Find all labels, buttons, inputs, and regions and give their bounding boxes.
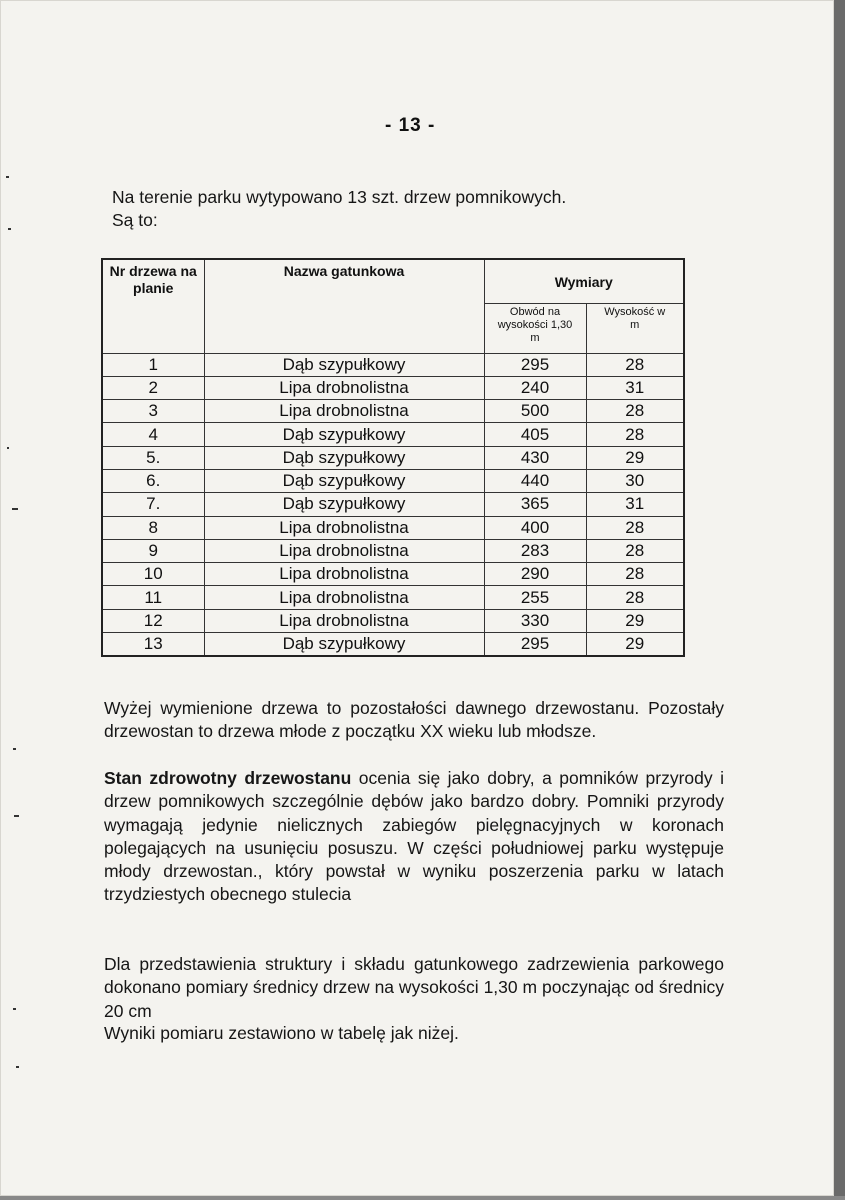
cell-nr: 7. [102, 493, 204, 516]
cell-height: 29 [586, 446, 684, 469]
health-text: ocenia się jako dobry, a pomników przyrody i drzew pomnikowych szczególnie dębów jako bardzo dobry. Pomniki przyrody wymagają jedynie nielicznych zabiegów pielęgnacyjnych w koronach polegających na usunięciu posuszu. W części południowej parku występuje młody drzewostan., który powstał w wyniku poszerzenia parku w latach trzydziestych obecnego stulecia [104, 768, 724, 905]
cell-nr: 1 [102, 353, 204, 376]
cell-height: 28 [586, 539, 684, 562]
cell-height: 28 [586, 400, 684, 423]
cell-height: 28 [586, 586, 684, 609]
cell-nr: 6. [102, 469, 204, 492]
cell-name: Dąb szypułkowy [204, 493, 484, 516]
cell-girth: 400 [484, 516, 586, 539]
cell-nr: 10 [102, 563, 204, 586]
cell-height: 31 [586, 376, 684, 399]
cell-name: Lipa drobnolistna [204, 516, 484, 539]
table-row [102, 539, 684, 562]
scan-speck [8, 228, 11, 230]
cell-name: Dąb szypułkowy [204, 423, 484, 446]
table-row [102, 516, 684, 539]
cell-height: 28 [586, 563, 684, 586]
cell-girth: 430 [484, 446, 586, 469]
scan-speck [12, 508, 18, 510]
cell-girth: 330 [484, 609, 586, 632]
cell-name: Dąb szypułkowy [204, 469, 484, 492]
table-row [102, 633, 684, 657]
table-row [102, 376, 684, 399]
cell-girth: 290 [484, 563, 586, 586]
page-number: - 13 - [385, 115, 436, 136]
cell-nr: 9 [102, 539, 204, 562]
header-tree-number: Nr drzewa na planie [102, 259, 204, 353]
intro-line: Na terenie parku wytypowano 13 szt. drzew pomnikowych. [112, 187, 567, 207]
cell-nr: 13 [102, 633, 204, 657]
cell-nr: 2 [102, 376, 204, 399]
cell-height: 31 [586, 493, 684, 516]
scan-speck [7, 447, 9, 449]
cell-girth: 405 [484, 423, 586, 446]
cell-name: Lipa drobnolistna [204, 563, 484, 586]
cell-nr: 4 [102, 423, 204, 446]
cell-name: Lipa drobnolistna [204, 376, 484, 399]
cell-girth: 365 [484, 493, 586, 516]
cell-girth: 295 [484, 633, 586, 657]
cell-name: Dąb szypułkowy [204, 446, 484, 469]
header-height: Wysokość w m [586, 303, 684, 353]
table-row [102, 493, 684, 516]
table-row [102, 586, 684, 609]
scan-speck [13, 748, 16, 750]
cell-nr: 5. [102, 446, 204, 469]
cell-height: 29 [586, 633, 684, 657]
table-row [102, 563, 684, 586]
cell-name: Dąb szypułkowy [204, 633, 484, 657]
header-girth: Obwód na wysokości 1,30 m [484, 303, 586, 353]
cell-girth: 440 [484, 469, 586, 492]
cell-height: 30 [586, 469, 684, 492]
table-row [102, 353, 684, 376]
intro-line: Są to: [112, 210, 158, 230]
cell-height: 28 [586, 423, 684, 446]
cell-height: 28 [586, 516, 684, 539]
cell-name: Dąb szypułkowy [204, 353, 484, 376]
table-row [102, 469, 684, 492]
scan-border [0, 1196, 845, 1200]
cell-name: Lipa drobnolistna [204, 539, 484, 562]
scan-speck [16, 1066, 19, 1068]
cell-name: Lipa drobnolistna [204, 400, 484, 423]
health-heading: Stan zdrowotny drzewostanu [104, 768, 352, 788]
cell-height: 28 [586, 353, 684, 376]
paragraph-structure: Dla przedstawienia struktury i składu gatunkowego zadrzewienia parkowego dokonano pomiary średnicy drzew na wysokości 1,30 m poczynając od średnicy 20 cm [104, 954, 724, 1021]
scan-speck [6, 176, 9, 178]
header-dimensions: Wymiary [484, 259, 684, 303]
cell-girth: 283 [484, 539, 586, 562]
table-row [102, 609, 684, 632]
cell-height: 29 [586, 609, 684, 632]
cell-girth: 500 [484, 400, 586, 423]
cell-name: Lipa drobnolistna [204, 609, 484, 632]
cell-nr: 11 [102, 586, 204, 609]
paragraph-results: Wyniki pomiaru zestawiono w tabelę jak niżej. [104, 1023, 459, 1043]
paragraph-health [104, 767, 724, 907]
monument-trees-table [101, 258, 685, 657]
cell-name: Lipa drobnolistna [204, 586, 484, 609]
scan-speck [13, 1008, 16, 1010]
cell-nr: 12 [102, 609, 204, 632]
scan-border [834, 0, 845, 1200]
cell-nr: 3 [102, 400, 204, 423]
cell-girth: 240 [484, 376, 586, 399]
cell-girth: 255 [484, 586, 586, 609]
table-row [102, 446, 684, 469]
header-species-name: Nazwa gatunkowa [204, 259, 484, 353]
cell-girth: 295 [484, 353, 586, 376]
scan-speck [14, 815, 19, 817]
cell-nr: 8 [102, 516, 204, 539]
paragraph-remnants: Wyżej wymienione drzewa to pozostałości dawnego drzewostanu. Pozostały drzewostan to drzewa młode z początku XX wieku lub młodsze. [104, 698, 724, 742]
table-row [102, 400, 684, 423]
table-row [102, 423, 684, 446]
